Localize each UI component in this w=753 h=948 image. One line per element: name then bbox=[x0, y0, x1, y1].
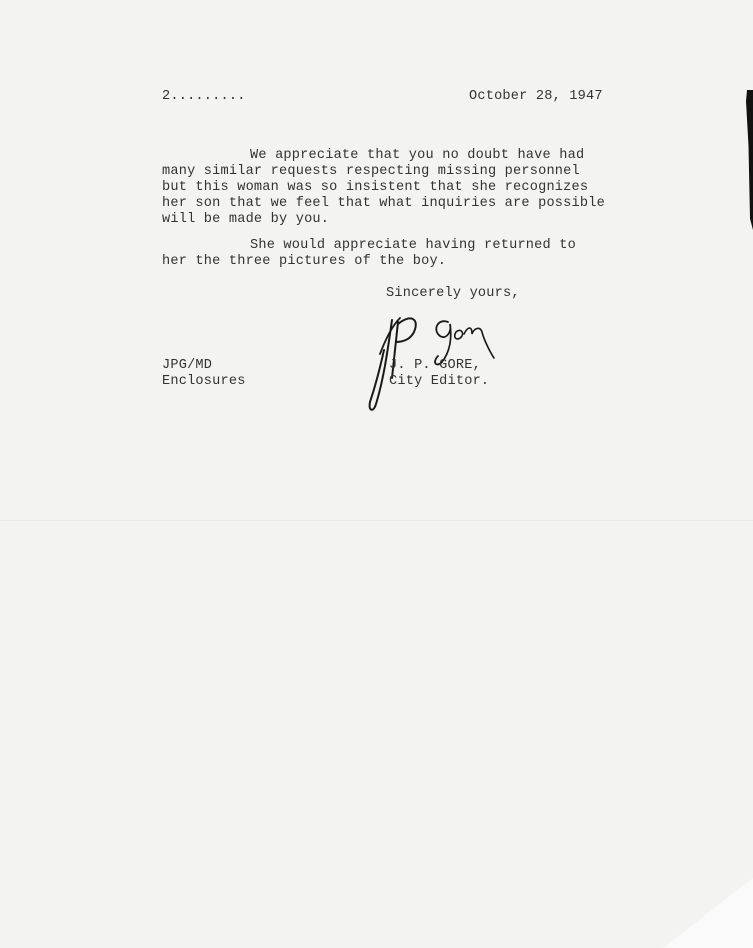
paragraph-1 bbox=[162, 148, 605, 228]
paragraph-1-line: We appreciate that you no doubt have had bbox=[250, 148, 585, 163]
paragraph-1-line: but this woman was so insistent that she recognizes bbox=[162, 180, 589, 195]
paper-corner bbox=[663, 878, 753, 948]
reference-initials: JPG/MD bbox=[162, 358, 213, 373]
paragraph-2 bbox=[162, 238, 576, 270]
signature-text: JP Gore bbox=[362, 308, 366, 309]
signer-name: J. P. GORE, bbox=[389, 358, 481, 373]
paragraph-1-line: many similar requests respecting missing personnel bbox=[162, 164, 580, 179]
page-number: 2......... bbox=[162, 89, 246, 104]
scan-edge-shadow bbox=[743, 90, 753, 230]
closing-line: Sincerely yours, bbox=[386, 286, 520, 301]
enclosures-label: Enclosures bbox=[162, 374, 246, 389]
paragraph-1-line: her son that we feel that what inquiries are possible bbox=[162, 196, 605, 211]
letter-date: October 28, 1947 bbox=[469, 89, 603, 104]
paragraph-1-line: will be made by you. bbox=[162, 212, 330, 227]
paper-fold-line bbox=[0, 520, 753, 521]
paragraph-2-line: She would appreciate having returned to bbox=[250, 238, 576, 253]
signer-title: City Editor. bbox=[389, 374, 490, 389]
paragraph-2-line: her the three pictures of the boy. bbox=[162, 254, 447, 269]
